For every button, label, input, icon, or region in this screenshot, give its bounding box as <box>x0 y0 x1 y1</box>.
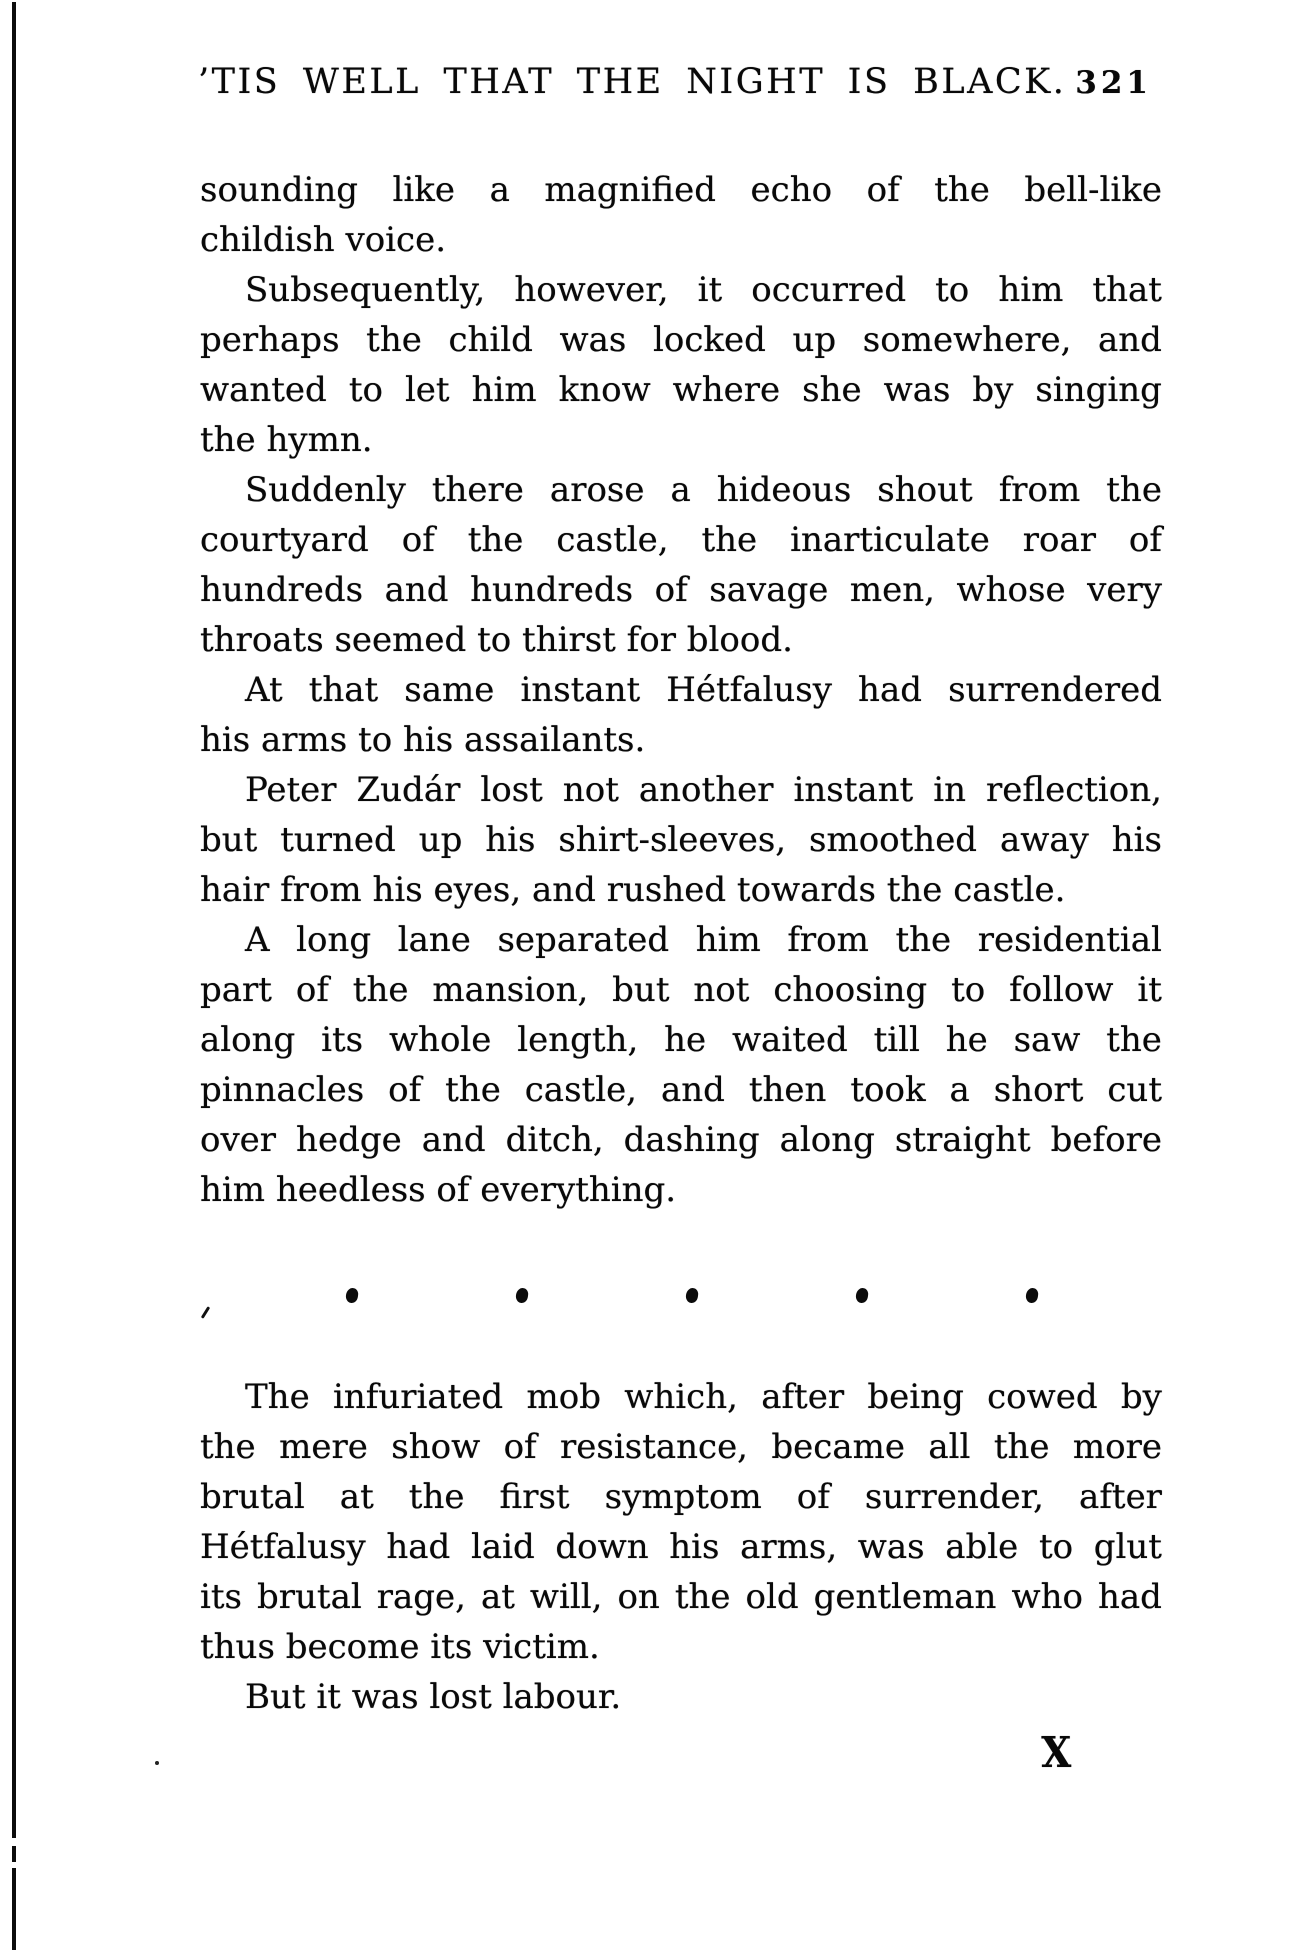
word: inarticulate <box>790 520 990 560</box>
word: then <box>748 1070 827 1110</box>
word: locked <box>653 320 766 360</box>
word: glut <box>1093 1527 1162 1567</box>
word: like <box>392 170 456 210</box>
word: along <box>200 1020 296 1060</box>
text-line <box>200 665 1162 715</box>
word: shirt-sleeves, <box>558 820 787 860</box>
word: his <box>485 820 536 860</box>
word: of <box>1128 520 1162 560</box>
word: instant <box>520 670 641 710</box>
word: a <box>949 1070 970 1110</box>
word: he <box>945 1020 988 1060</box>
word: it <box>697 270 723 310</box>
word: length, <box>517 1020 639 1060</box>
text-line: the hymn. <box>200 420 373 460</box>
word: infuriated <box>333 1377 504 1417</box>
word: short <box>993 1070 1084 1110</box>
word: savage <box>709 570 829 610</box>
section-separator <box>346 1288 1038 1303</box>
text-line <box>200 465 1162 515</box>
text-line <box>200 1015 1162 1065</box>
word: let <box>404 370 450 410</box>
word: arose <box>549 470 645 510</box>
word: over <box>200 1120 277 1160</box>
text-line <box>200 1572 1162 1622</box>
word: down <box>555 1527 649 1567</box>
word: brutal <box>200 1477 305 1517</box>
word: separated <box>497 920 670 960</box>
word: its <box>200 1577 242 1617</box>
word: had <box>1097 1577 1162 1617</box>
word: echo <box>750 170 833 210</box>
word: smoothed <box>809 820 978 860</box>
separator-dot <box>1025 1287 1039 1304</box>
word: of <box>401 520 435 560</box>
word: gentleman <box>813 1577 997 1617</box>
word: the <box>674 1577 731 1617</box>
page-title: ’TIS WELL THAT THE NIGHT IS BLACK. <box>198 62 1067 102</box>
word: who <box>1011 1577 1083 1617</box>
word: a <box>489 170 510 210</box>
word: the <box>200 1427 256 1467</box>
text-line <box>200 965 1162 1015</box>
word: not <box>562 770 619 810</box>
word: whole <box>388 1020 492 1060</box>
word: along <box>779 1120 875 1160</box>
text-line <box>200 1115 1162 1165</box>
word: the <box>1106 470 1162 510</box>
word: turned <box>280 820 396 860</box>
word: and <box>1098 320 1162 360</box>
word: after <box>1079 1477 1162 1517</box>
body-text-upper <box>200 165 1162 1215</box>
text-line: childish voice. <box>200 220 447 260</box>
body-text-lower <box>200 1372 1162 1722</box>
text-line: thus become its victim. <box>200 1627 600 1667</box>
word: of <box>503 1427 537 1467</box>
word: first <box>499 1477 570 1517</box>
word: old <box>745 1577 799 1617</box>
word: him <box>471 370 537 410</box>
word: being <box>867 1377 964 1417</box>
word: straight <box>894 1120 1031 1160</box>
word: symptom <box>604 1477 762 1517</box>
word: to <box>951 970 986 1010</box>
word: up <box>418 820 463 860</box>
word: pinnacles <box>200 1070 365 1110</box>
word: mansion, <box>432 970 589 1010</box>
text-line <box>200 1422 1162 1472</box>
word: mob <box>526 1377 601 1417</box>
word: after <box>761 1377 845 1417</box>
word: more <box>1072 1427 1162 1467</box>
word: of <box>654 570 688 610</box>
word: hundreds <box>470 570 634 610</box>
word: cut <box>1107 1070 1162 1110</box>
word: however, <box>514 270 669 310</box>
paragraph <box>200 465 1162 665</box>
word: a <box>670 470 691 510</box>
word: surrender, <box>864 1477 1044 1517</box>
word: hedge <box>296 1120 402 1160</box>
word: from <box>787 920 869 960</box>
paragraph <box>200 1672 1162 1722</box>
word: ditch, <box>505 1120 604 1160</box>
word: sounding <box>200 170 359 210</box>
text-line <box>200 765 1162 815</box>
word: the <box>445 1070 501 1110</box>
word: his <box>669 1527 720 1567</box>
text-line: his arms to his assailants. <box>200 720 646 760</box>
word: occurred <box>751 270 907 310</box>
word: men, <box>849 570 935 610</box>
text-line <box>200 265 1162 315</box>
word: took <box>850 1070 926 1110</box>
word: instant <box>793 770 914 810</box>
paragraph <box>200 1372 1162 1672</box>
word: up <box>792 320 837 360</box>
text-line: throats seemed to thirst for blood. <box>200 620 793 660</box>
word: by <box>1120 1377 1162 1417</box>
paragraph <box>200 765 1162 915</box>
word: its <box>321 1020 364 1060</box>
separator-dot <box>685 1287 699 1304</box>
word: follow <box>1009 970 1114 1010</box>
text-line <box>200 365 1162 415</box>
word: child <box>448 320 533 360</box>
word: surrendered <box>948 670 1162 710</box>
text-line: hair from his eyes, and rushed towards the castle. <box>200 870 1066 910</box>
word: cowed <box>987 1377 1098 1417</box>
word: wanted <box>200 370 327 410</box>
text-line <box>200 915 1162 965</box>
word: to <box>935 270 970 310</box>
word: dashing <box>623 1120 760 1160</box>
word: the <box>701 520 758 560</box>
word: the <box>895 920 952 960</box>
paragraph <box>200 915 1162 1215</box>
word: whose <box>956 570 1066 610</box>
word: magnified <box>544 170 716 210</box>
word: at <box>339 1477 374 1517</box>
text-line: But it was lost labour. <box>245 1677 622 1717</box>
word: the <box>408 1477 465 1517</box>
word: him <box>998 270 1064 310</box>
word: same <box>404 670 495 710</box>
word: it <box>1137 970 1162 1010</box>
word: courtyard <box>200 520 369 560</box>
word: at <box>480 1577 515 1617</box>
word: she <box>802 370 862 410</box>
word: hideous <box>716 470 852 510</box>
word: The <box>245 1377 310 1417</box>
word: waited <box>731 1020 848 1060</box>
word: bell-like <box>1024 170 1162 210</box>
word: At <box>245 670 283 710</box>
word: and <box>660 1070 725 1110</box>
word: know <box>558 370 651 410</box>
word: Zudár <box>356 770 461 810</box>
word: will, <box>529 1577 603 1617</box>
word: and <box>421 1120 486 1160</box>
word: rage, <box>376 1577 466 1617</box>
word: choosing <box>773 970 928 1010</box>
word: in <box>933 770 966 810</box>
text-line <box>200 165 1162 215</box>
separator-dot <box>345 1287 359 1304</box>
text-line <box>200 315 1162 365</box>
word: the <box>934 170 990 210</box>
left-margin-rule <box>12 2 16 1950</box>
word: castle, <box>524 1070 637 1110</box>
word: arms, <box>740 1527 838 1567</box>
word: but <box>612 970 670 1010</box>
word: long <box>296 920 372 960</box>
word: to <box>1038 1527 1074 1567</box>
word: Hétfalusy <box>666 670 832 710</box>
word: perhaps <box>200 320 340 360</box>
word: was <box>857 1527 925 1567</box>
word: the <box>352 970 409 1010</box>
word: the <box>993 1427 1050 1467</box>
separator-dot <box>855 1287 869 1304</box>
word: very <box>1087 570 1162 610</box>
word: lane <box>397 920 471 960</box>
ink-speck <box>155 1761 159 1765</box>
word: singing <box>1035 370 1162 410</box>
word: of <box>866 170 900 210</box>
word: reflection, <box>986 770 1162 810</box>
word: show <box>391 1427 481 1467</box>
word: saw <box>1013 1020 1081 1060</box>
word: was <box>883 370 951 410</box>
word: away <box>999 820 1089 860</box>
word: not <box>693 970 750 1010</box>
word: became <box>771 1427 905 1467</box>
text-line <box>200 515 1162 565</box>
word: had <box>858 670 922 710</box>
word: of <box>295 970 329 1010</box>
word: lost <box>480 770 543 810</box>
word: Suddenly <box>245 470 406 510</box>
word: which, <box>624 1377 738 1417</box>
word: mere <box>279 1427 368 1467</box>
word: shout <box>877 470 973 510</box>
ink-speck <box>201 1306 210 1319</box>
word: where <box>672 370 781 410</box>
word: castle, <box>556 520 669 560</box>
word: able <box>945 1527 1019 1567</box>
text-line: him heedless of everything. <box>200 1170 677 1210</box>
word: the <box>467 520 524 560</box>
word: Peter <box>245 770 337 810</box>
word: another <box>638 770 774 810</box>
word: he <box>664 1020 707 1060</box>
word: that <box>1092 270 1162 310</box>
word: A <box>245 920 270 960</box>
running-header <box>198 62 1152 102</box>
word: till <box>873 1020 920 1060</box>
text-line <box>200 1522 1162 1572</box>
text-line <box>200 815 1162 865</box>
word: residential <box>977 920 1162 960</box>
word: part <box>200 970 272 1010</box>
separator-dot <box>515 1287 529 1304</box>
signature-mark: X <box>1041 1728 1072 1777</box>
word: from <box>998 470 1081 510</box>
word: the <box>1106 1020 1162 1060</box>
word: on <box>617 1577 660 1617</box>
word: all <box>928 1427 971 1467</box>
word: the <box>366 320 422 360</box>
word: Hétfalusy <box>200 1527 366 1567</box>
word: Subsequently, <box>245 270 486 310</box>
paragraph <box>200 265 1162 465</box>
word: resistance, <box>560 1427 748 1467</box>
word: of <box>796 1477 830 1517</box>
word: of <box>388 1070 422 1110</box>
word: to <box>348 370 383 410</box>
text-line <box>200 565 1162 615</box>
word: that <box>308 670 379 710</box>
word: was <box>559 320 627 360</box>
word: and <box>384 570 449 610</box>
rule-gap <box>10 1862 18 1868</box>
rule-gap <box>10 1838 18 1846</box>
word: hundreds <box>200 570 364 610</box>
word: by <box>972 370 1014 410</box>
word: roar <box>1022 520 1096 560</box>
word: his <box>1111 820 1162 860</box>
word: laid <box>470 1527 535 1567</box>
text-line <box>200 1372 1162 1422</box>
word: him <box>695 920 761 960</box>
text-line <box>200 1065 1162 1115</box>
paragraph <box>200 165 1162 265</box>
paragraph <box>200 665 1162 765</box>
word: had <box>386 1527 451 1567</box>
text-line <box>200 1472 1162 1522</box>
word: there <box>431 470 524 510</box>
page-number: 321 <box>1075 65 1152 101</box>
word: but <box>200 820 258 860</box>
word: before <box>1050 1120 1162 1160</box>
word: somewhere, <box>862 320 1072 360</box>
word: brutal <box>257 1577 362 1617</box>
